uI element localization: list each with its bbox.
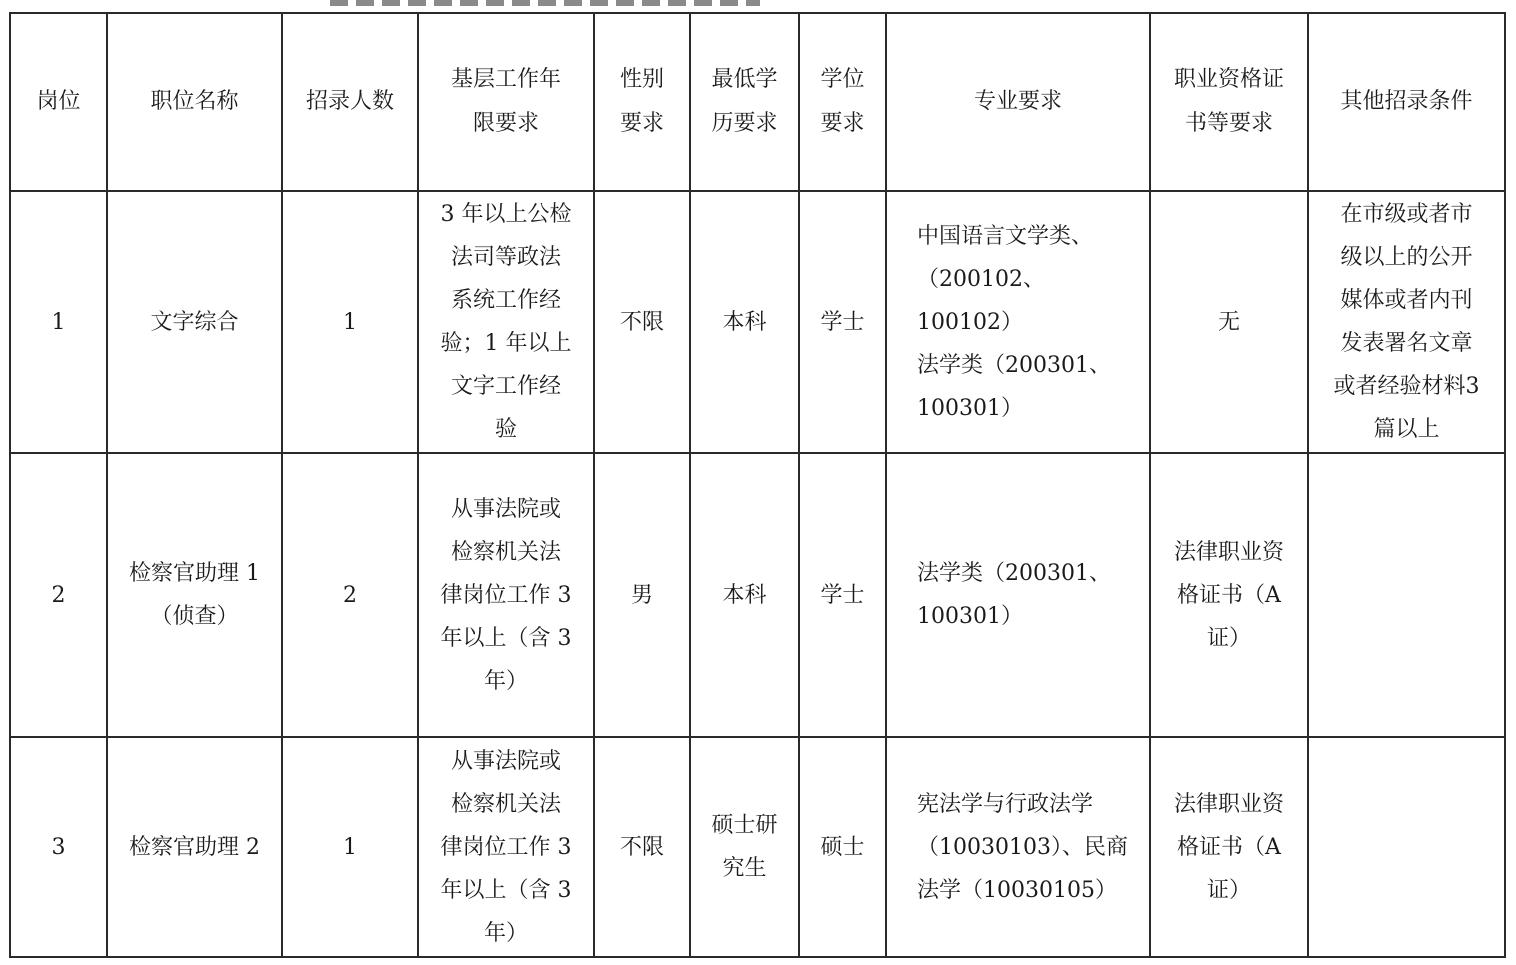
cell-degree: 学士 (799, 191, 886, 453)
header-row (10, 13, 1505, 191)
header-other: 其他招录条件 (1308, 13, 1505, 191)
table-row (10, 191, 1505, 453)
cell-certificate: 法律职业资 格证书（A 证） (1150, 453, 1308, 737)
header-gender: 性别 要求 (594, 13, 690, 191)
recruitment-table (9, 12, 1506, 958)
cell-gender: 男 (594, 453, 690, 737)
cell-other (1308, 453, 1505, 737)
cell-gender: 不限 (594, 191, 690, 453)
header-title: 职位名称 (107, 13, 282, 191)
header-degree: 学位 要求 (799, 13, 886, 191)
cell-experience: 从事法院或 检察机关法 律岗位工作 3 年以上（含 3 年） (418, 453, 594, 737)
cell-other (1308, 737, 1505, 957)
cell-education: 硕士研 究生 (690, 737, 799, 957)
cell-experience: 3 年以上公检 法司等政法 系统工作经 验；1 年以上 文字工作经 验 (418, 191, 594, 453)
cell-degree: 学士 (799, 453, 886, 737)
cell-gender: 不限 (594, 737, 690, 957)
cell-major: 法学类（200301、 100301） (886, 453, 1150, 737)
cropped-title-remnant (330, 0, 760, 6)
cell-degree: 硕士 (799, 737, 886, 957)
cell-major: 宪法学与行政法学 （10030103）、民商 法学（10030105） (886, 737, 1150, 957)
cell-other: 在市级或者市 级以上的公开 媒体或者内刊 发表署名文章 或者经验材料3 篇以上 (1308, 191, 1505, 453)
table-row (10, 453, 1505, 737)
cell-education: 本科 (690, 191, 799, 453)
header-education: 最低学 历要求 (690, 13, 799, 191)
header-certificate: 职业资格证 书等要求 (1150, 13, 1308, 191)
cell-education: 本科 (690, 453, 799, 737)
cell-count: 1 (282, 737, 418, 957)
table-row (10, 737, 1505, 957)
header-post: 岗位 (10, 13, 107, 191)
cell-post: 3 (10, 737, 107, 957)
header-major: 专业要求 (886, 13, 1150, 191)
cell-title: 检察官助理 2 (107, 737, 282, 957)
cell-title: 检察官助理 1 （侦查） (107, 453, 282, 737)
cell-post: 2 (10, 453, 107, 737)
cell-count: 1 (282, 191, 418, 453)
cell-major: 中国语言文学类、 （200102、100102） 法学类（200301、 100301） (886, 191, 1150, 453)
cell-count: 2 (282, 453, 418, 737)
cell-certificate: 法律职业资 格证书（A 证） (1150, 737, 1308, 957)
header-count: 招录人数 (282, 13, 418, 191)
cell-certificate: 无 (1150, 191, 1308, 453)
cell-experience: 从事法院或 检察机关法 律岗位工作 3 年以上（含 3 年） (418, 737, 594, 957)
cell-post: 1 (10, 191, 107, 453)
cell-title: 文字综合 (107, 191, 282, 453)
header-experience: 基层工作年 限要求 (418, 13, 594, 191)
